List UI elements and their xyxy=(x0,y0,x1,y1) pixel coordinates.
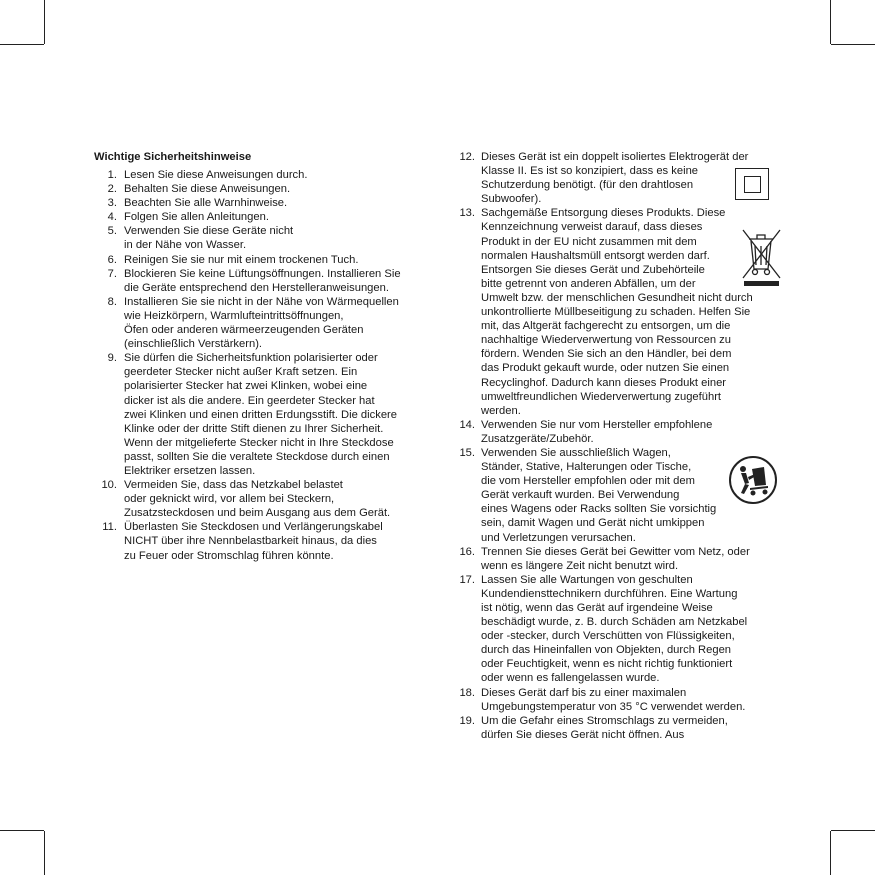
left-column xyxy=(94,150,429,563)
item-number: 13. xyxy=(459,207,475,220)
item-text: Um die Gefahr eines Stromschlags zu vermeiden, dürfen Sie dieses Gerät nicht öffnen. Aus xyxy=(481,714,728,741)
item-text: Sachgemäße Entsorgung dieses Produkts. Diese Kennzeichnung verweist darauf, dass dieses Produkt in der EU nicht zusammen mit dem normalen Haushaltsmüll entsorgt werden darf. Entsorgen Sie dieses Gerät und Zubehörteile bitte getrennt von anderen Abfällen, um der Umwelt bzw. der menschlichen Gesundheit nicht durch unkontrollierte Müllbeseitigung zu schaden. Helfen Sie mit, das Altgerät fachgerecht zu entsorgen, um die nachhaltige Wiederverwertung von Ressourcen zu fördern. Wenden Sie sich an den Händler, bei dem das Produkt gekauft wurde, oder nutzen Sie einen Recyclinghof. Dadurch kann dieses Produkt einer umweltfreundlichen Wiederverwertung zugeführt werden. xyxy=(481,207,753,417)
list-item xyxy=(94,182,429,196)
item-text: Verwenden Sie ausschließlich Wagen, Ständer, Stative, Halterungen oder Tische, die vom Hersteller empfohlen oder mit dem Gerät verkauft wurden. Bei Verwendung eines Wagens oder Racks sollten Sie vorsichtig sein, damit Wagen und Gerät nicht umkippen und Verletzungen verursachen. xyxy=(481,446,717,544)
item-text: Verwenden Sie nur vom Hersteller empfohlene Zusatzgeräte/Zubehör. xyxy=(481,418,713,445)
list-item xyxy=(454,150,782,206)
item-number: 1. xyxy=(107,169,117,181)
list-item xyxy=(94,196,429,210)
crop-mark xyxy=(44,0,45,44)
item-text: Blockieren Sie keine Lüftungsöffnungen. Installieren Sie die Geräte entsprechend den Herstelleranweisungen. xyxy=(124,267,401,294)
item-number: 12. xyxy=(459,151,475,163)
list-item xyxy=(454,545,782,573)
item-number: 19. xyxy=(459,714,475,727)
crop-mark xyxy=(0,44,44,45)
item-number: 5. xyxy=(107,225,117,238)
item-text: Überlasten Sie Steckdosen und Verlängerungskabel NICHT über ihre Nennbelastbarkeit hinaus, da dies zu Feuer oder Stromschlag führen könnte. xyxy=(124,521,383,562)
list-item xyxy=(454,686,782,714)
class-ii-double-insulation-icon xyxy=(735,168,769,200)
crop-mark xyxy=(830,831,831,875)
item-text: Vermeiden Sie, dass das Netzkabel belastet oder geknickt wird, vor allem bei Steckern, Zusatzsteckdosen und beim Ausgang aus dem Gerät. xyxy=(124,479,391,520)
item-number: 7. xyxy=(107,267,117,280)
list-item xyxy=(94,253,429,267)
item-number: 8. xyxy=(107,295,117,308)
cart-tip-over-warning-icon xyxy=(728,455,778,505)
item-text: Sie dürfen die Sicherheitsfunktion polarisierter oder geerdeter Stecker nicht außer Kraft setzen. Ein polarisierter Stecker hat zwei Klinken, wobei eine dicker ist als die andere. Ein geerdeter Stecker hat zwei Klinken und einen dritten Erdungsstift. Die dickere Klinke oder der dritte Stift dienen zu Ihrer Sicherheit. Wenn der mitgelieferte Stecker nicht in Ihre Steckdose passt, sollten Sie die veraltete Steckdose durch einen Elektriker ersetzen lassen. xyxy=(124,352,397,477)
item-text: Verwenden Sie diese Geräte nicht in der Nähe von Wasser. xyxy=(124,225,294,252)
section-heading: Wichtige Sicherheitshinweise xyxy=(94,151,252,163)
list-item xyxy=(94,224,429,252)
item-text: Trennen Sie dieses Gerät bei Gewitter vom Netz, oder wenn es längere Zeit nicht benutzt wird. xyxy=(481,545,750,572)
item-number: 14. xyxy=(459,418,475,431)
crop-mark xyxy=(830,0,831,44)
crop-mark xyxy=(831,44,875,45)
list-item xyxy=(94,478,429,520)
crop-mark xyxy=(831,830,875,831)
weee-crossed-bin-icon xyxy=(740,226,782,288)
item-text: Dieses Gerät darf bis zu einer maximalen Umgebungstemperatur von 35 °C verwendet werden. xyxy=(481,686,746,713)
crop-mark xyxy=(44,831,45,875)
item-number: 18. xyxy=(459,686,475,699)
list-item xyxy=(454,418,782,446)
item-text: Behalten Sie diese Anweisungen. xyxy=(124,183,291,196)
item-text: Lassen Sie alle Wartungen von geschulten Kundendiensttechnikern durchführen. Eine Wartung ist nötig, wenn das Gerät auf irgendeine Weise beschädigt wurde, z. B. durch Schäden am Netzkabel oder -stecker, durch Verschütten von Flüssigkeiten, durch das Hineinfallen von Objekten, durch Regen oder Feuchtigkeit, wenn es nicht richtig funktioniert oder wenn es fallengelassen wurde. xyxy=(481,573,748,685)
item-text: Beachten Sie alle Warnhinweise. xyxy=(124,197,288,210)
list-item xyxy=(454,206,782,417)
item-number: 16. xyxy=(459,545,475,558)
item-number: 17. xyxy=(459,573,475,586)
right-column xyxy=(454,150,782,742)
crop-mark xyxy=(0,830,44,831)
item-number: 10. xyxy=(101,479,117,492)
item-text: Folgen Sie allen Anleitungen. xyxy=(124,211,269,224)
item-text: Installieren Sie sie nicht in der Nähe von Wärmequellen wie Heizkörpern, Warmlufteintrittsöffnungen, Öfen oder anderen wärmeerzeugenden Geräten (einschließlich Verstärkern). xyxy=(124,295,399,351)
item-number: 2. xyxy=(107,183,117,196)
item-number: 3. xyxy=(107,197,117,210)
item-text: Reinigen Sie sie nur mit einem trockenen Tuch. xyxy=(124,253,359,266)
list-item xyxy=(94,295,429,351)
list-item xyxy=(94,210,429,224)
item-text: Lesen Sie diese Anweisungen durch. xyxy=(124,169,308,181)
item-number: 9. xyxy=(107,352,117,365)
list-item xyxy=(94,168,429,182)
list-item xyxy=(94,351,429,478)
list-item xyxy=(454,714,782,742)
item-number: 4. xyxy=(107,211,117,224)
list-item xyxy=(94,520,429,562)
instruction-list-right xyxy=(454,150,782,742)
item-text: Dieses Gerät ist ein doppelt isoliertes Elektrogerät der Klasse II. Es ist so konzipiert, dass es keine Schutzerdung benötigt. (für den drahtlosen Subwoofer). xyxy=(481,151,749,206)
list-item xyxy=(94,267,429,295)
item-number: 15. xyxy=(459,446,475,459)
item-number: 6. xyxy=(107,253,117,266)
list-item xyxy=(454,573,782,686)
instruction-list-left xyxy=(94,168,429,563)
item-number: 11. xyxy=(102,521,117,534)
